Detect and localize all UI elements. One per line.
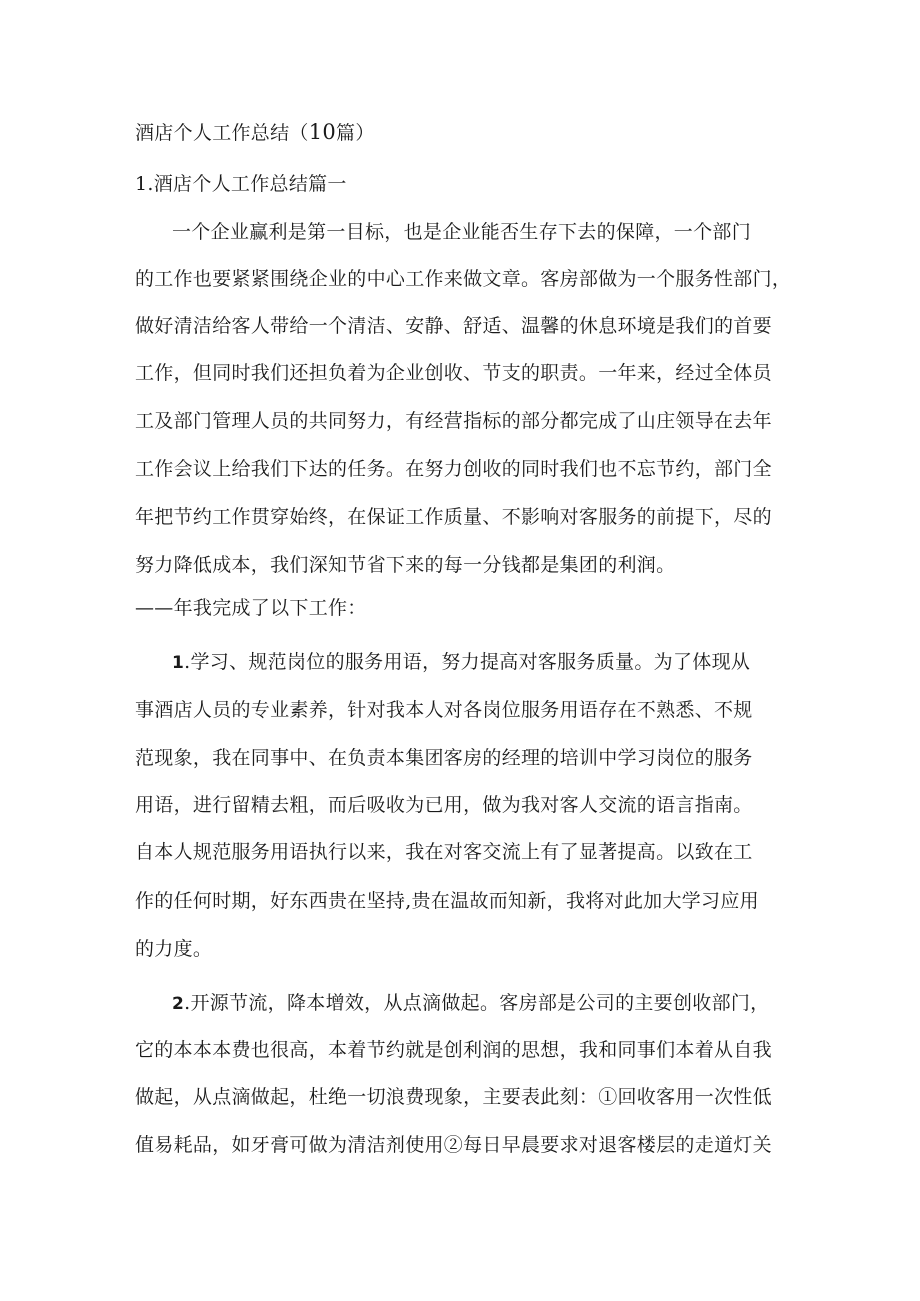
paragraph-line: 一个企业赢利是第一目标，也是企业能否生存下去的保障，一个部门: [172, 221, 752, 243]
paragraph-line: 范现象，我在同事中、在负责本集团客房的经理的培训中学习岗位的服务: [135, 747, 753, 769]
paragraph-line: 年把节约工作贯穿始终，在保证工作质量、不影响对客服务的前提下，尽的: [135, 506, 772, 528]
paragraph-line: 作的任何时期，好东西贵在坚持,贵在温故而知新，我将对此加大学习应用: [135, 890, 759, 912]
item-text: .学习、规范岗位的服务用语，努力提高对客服务质量。为了体现从: [184, 651, 751, 673]
paragraph-line: 工及部门管理人员的共同努力，有经营指标的部分都完成了山庄领导在去年: [135, 410, 772, 432]
paragraph-line: 努力降低成本，我们深知节省下来的每一分钱都是集团的利润。: [135, 554, 676, 576]
paragraph-line: 自本人规范服务用语执行以来，我在对客交流上有了显著提高。以致在工: [135, 841, 753, 863]
title-suffix: 篇）: [336, 122, 375, 144]
title-count: 10: [308, 120, 337, 144]
item-number: 1: [172, 653, 185, 673]
section-heading: 1.酒店个人工作总结篇一: [135, 173, 347, 195]
paragraph-line: 做起，从点滴做起，杜绝一切浪费现象，主要表此刻：①回收客用一次性低: [135, 1086, 772, 1108]
paragraph-line: 它的本本本费也很高，本着节约就是创利润的思想，我和同事们本着从自我: [135, 1039, 772, 1061]
document-title: [135, 120, 375, 145]
list-item-2-first: [172, 991, 769, 1016]
paragraph-line: 事酒店人员的专业素养，针对我本人对各岗位服务用语存在不熟悉、不规: [135, 699, 753, 721]
list-item-1-first: [172, 650, 750, 675]
paragraph-line: 的力度。: [135, 938, 213, 960]
item-number: 2: [172, 994, 185, 1014]
paragraph-line: 工作，但同时我们还担负着为企业创收、节支的职责。一年来，经过全体员: [135, 362, 772, 384]
paragraph-line: 做好清洁给客人带给一个清洁、安静、舒适、温馨的休息环境是我们的首要: [135, 315, 772, 337]
paragraph-line: 工作会议上给我们下达的任务。在努力创收的同时我们也不忘节约，部门全: [135, 458, 772, 480]
paragraph-line: 值易耗品，如牙膏可做为清洁剂使用②每日早晨要求对退客楼层的走道灯关: [135, 1134, 772, 1156]
paragraph-line: 的工作也要紧紧围绕企业的中心工作来做文章。客房部做为一个服务性部门，: [135, 268, 792, 290]
work-intro: ——年我完成了以下工作：: [135, 597, 367, 619]
item-text: .开源节流，降本增效，从点滴做起。客房部是公司的主要创收部门，: [184, 992, 770, 1014]
paragraph-line: 用语，进行留精去粗，而后吸收为已用，做为我对客人交流的语言指南。: [135, 794, 753, 816]
title-text: 酒店个人工作总结（: [135, 122, 309, 144]
